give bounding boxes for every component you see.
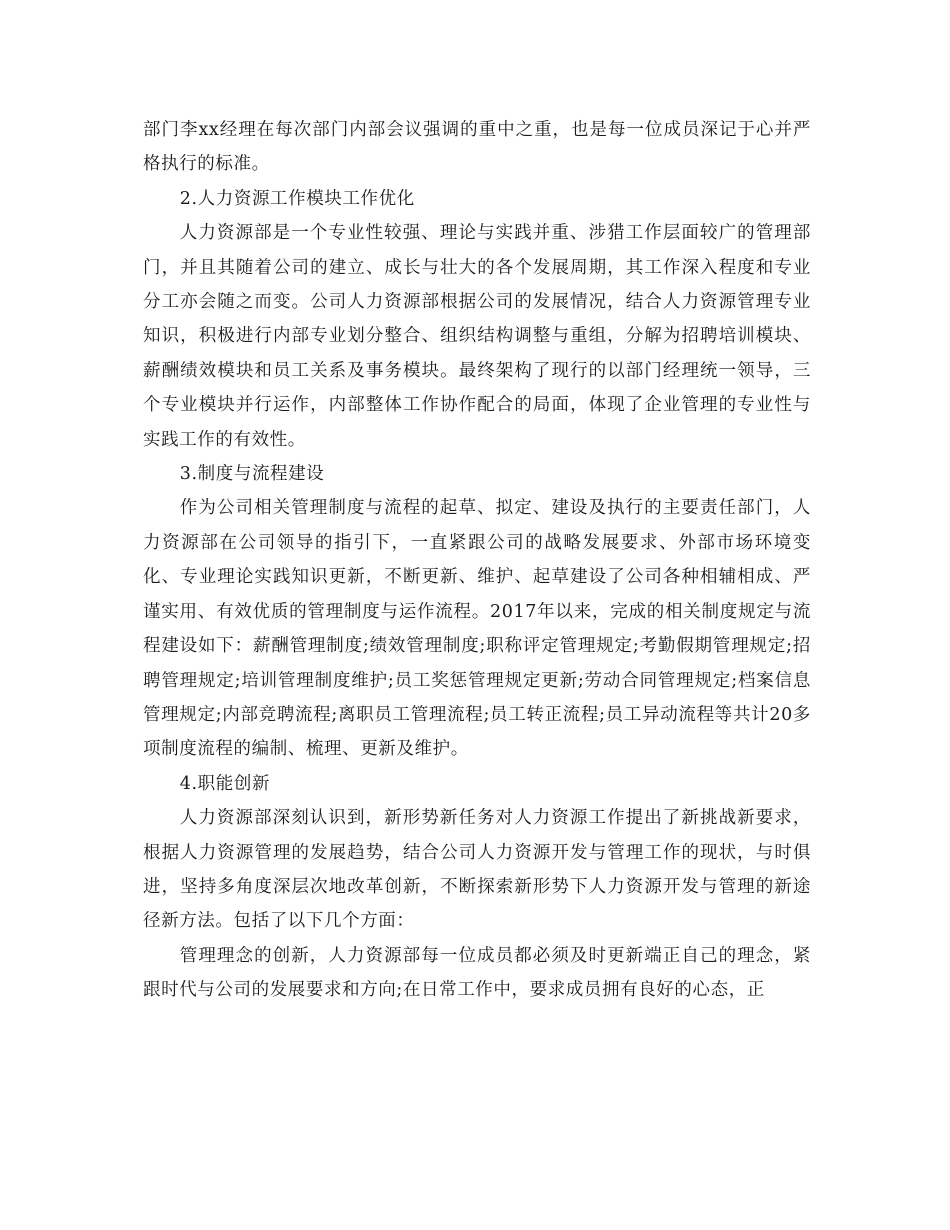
paragraph-continued: 部门李xx经理在每次部门内部会议强调的重中之重，也是每一位成员深记于心并严格执行的标准。 <box>143 120 811 175</box>
paragraph-innovation: 人力资源部深刻认识到，新形势新任务对人力资源工作提出了新挑战新要求，根据人力资源管理的发展趋势，结合公司人力资源开发与管理工作的现状，与时俱进，坚持多角度深层次地改革创新，不断探索新形势下人力资源开发与管理的新途径新方法。包括了以下几个方面： <box>143 808 811 932</box>
paragraph-policy-process: 作为公司相关管理制度与流程的起草、拟定、建设及执行的主要责任部门，人力资源部在公司领导的指引下，一直紧跟公司的战略发展要求、外部市场环境变化、专业理论实践知识更新，不断更新、维护、起草建设了公司各种相辅相成、严谨实用、有效优质的管理制度与运作流程。2017年以来，完成的相关制度规定与流程建设如下：薪酬管理制度;绩效管理制度;职称评定管理规定;考勤假期管理规定;招聘管理规定;培训管理制度维护;员工奖惩管理规定更新;劳动合同管理规定;档案信息管理规定;内部竞聘流程;离职员工管理流程;员工转正流程;员工异动流程等共计20多项制度流程的编制、梳理、更新及维护。 <box>143 498 811 760</box>
paragraph-management-concept: 管理理念的创新，人力资源部每一位成员都必须及时更新端正自己的理念，紧跟时代与公司的发展要求和方向;在日常工作中，要求成员拥有良好的心态，正 <box>143 945 811 1001</box>
section-heading-hr-modules: 2.人力资源工作模块工作优化 <box>179 188 415 209</box>
section-heading-policy-process: 3.制度与流程建设 <box>179 464 325 485</box>
paragraph-hr-modules: 人力资源部是一个专业性较强、理论与实践并重、涉猎工作层面较广的管理部门，并且其随着公司的建立、成长与壮大的各个发展周期，其工作深入程度和专业分工亦会随之而变。公司人力资源部根据公司的发展情况，结合人力资源管理专业知识，积极进行内部专业划分整合、组织结构调整与重组，分解为招聘培训模块、薪酬绩效模块和员工关系及事务模块。最终架构了现行的以部门经理统一领导，三个专业模块并行运作，内部整体工作协作配合的局面，体现了企业管理的专业性与实践工作的有效性。 <box>143 223 811 450</box>
document-body <box>143 113 811 1008</box>
section-heading-innovation: 4.职能创新 <box>179 773 271 794</box>
